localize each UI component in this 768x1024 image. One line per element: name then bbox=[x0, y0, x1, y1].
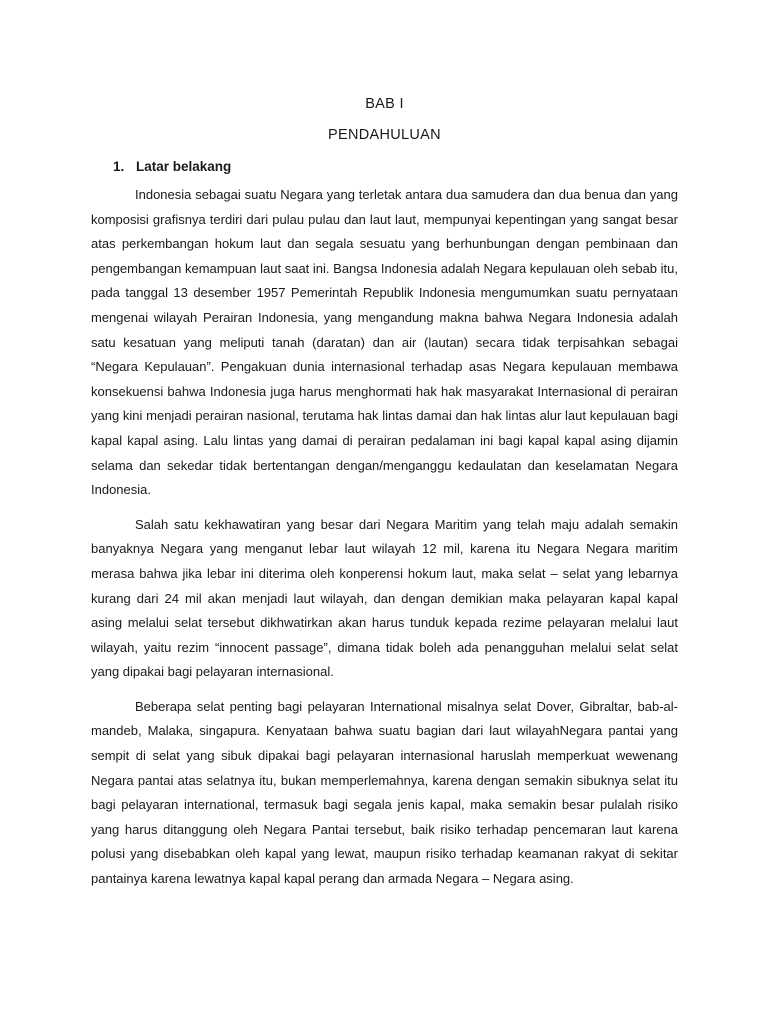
paragraph-3: Beberapa selat penting bagi pelayaran International misalnya selat Dover, Gibraltar, bab-al-mandeb, Malaka, singapura. Kenyataan bahwa suatu bagian dari laut wilayahNegara pantai yang sempit di selat yang sibuk dipakai bagi pelayaran internasional haruslah memperkuat wewenang Negara pantai atas selatnya itu, bukan memperlemahnya, karena dengan semakin sibuknya selat itu bagi pelayaran international, termasuk bagi segala jenis kapal, maka semakin besar pulalah risiko yang harus ditanggung oleh Negara Pantai tersebut, baik risiko terhadap pencemaran laut karena polusi yang disebabkan oleh kapal yang lewat, maupun risiko terhadap keamanan rakyat di sekitar pantainya karena lewatnya kapal kapal perang dan armada Negara – Negara asing. bbox=[91, 698, 678, 887]
chapter-title: PENDAHULUAN bbox=[328, 127, 441, 143]
paragraph-1: Indonesia sebagai suatu Negara yang terletak antara dua samudera dan dua benua dan yang komposisi grafisnya terdiri dari pulau pulau dan laut laut, mempunyai kepentingan yang sangat besar atas perkembangan hokum laut dan segala sesuatu yang berhunbungan dengan pembinaan dan pengembangan kemampuan laut saat ini. Bangsa Indonesia adalah Negara kepulauan oleh sebab itu, pada tanggal 13 desember 1957 Pemerintah Republik Indonesia mengumumkan suatu pernyataan mengenai wilayah Perairan Indonesia, yang mengandung makna bahwa Negara Indonesia adalah satu kesatuan yang meliputi tanah (daratan) dan air (lautan) secara tidak terpisahkan sebagai “Negara Kepulauan”. Pengakuan dunia internasional terhadap asas Negara kepulauan membawa konsekuensi bahwa Indonesia juga harus menghormati hak hak masyarakat Internasional di perairan yang kini menjadi perairan nasional, terutama hak lintas damai dan hak lintas alur laut kepulauan bagi kapal kapal asing. Lalu lintas yang damai di perairan pedalaman ini bagi kapal kapal asing dijamin selama dan sekedar tidak bertentangan dengan/menganggu kedaulatan dan keselamatan Negara Indonesia. bbox=[91, 187, 678, 498]
section-title: Latar belakang bbox=[136, 159, 232, 174]
chapter-number: BAB I bbox=[365, 96, 404, 112]
section-heading bbox=[91, 155, 678, 179]
paragraph-2: Salah satu kekhawatiran yang besar dari Negara Maritim yang telah maju adalah semakin banyaknya Negara yang menganut lebar laut wilayah 12 mil, karena itu Negara Negara maritim merasa bahwa jika lebar ini diterima oleh konperensi hokum laut, maka selat – selat yang lebarnya kurang dari 24 mil akan menjadi laut wilayah, dan dengan demikian maka pelayaran kapal kapal asing melalui selat tersebut dikhwatirkan akan harus tunduk kepada rezime pelayaran melalui laut wilayah, yaitu rezim “innocent passage”, dimana tidak boleh ada penangguhan melalui selat selat yang dipakai bagi pelayaran internasional. bbox=[91, 516, 678, 680]
section-number: 1. bbox=[113, 159, 125, 174]
